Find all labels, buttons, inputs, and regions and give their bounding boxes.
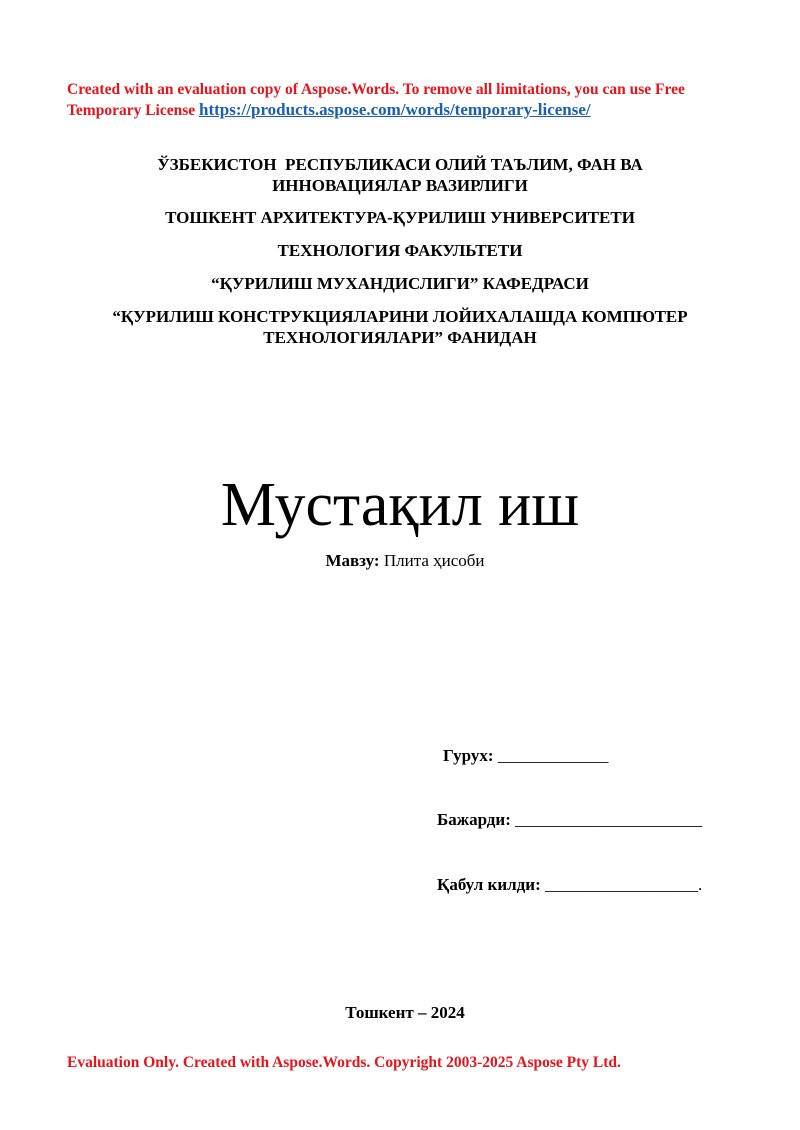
evaluation-watermark-header [67,80,737,121]
accepted-by-line [437,874,702,896]
subject-heading [0,306,800,348]
document-title: Мустақил иш [220,471,580,539]
group-line [443,745,608,767]
accepted-by-label: Қабул килди: [437,875,541,894]
performed-by-line [437,809,702,831]
department-heading: “ҚУРИЛИШ МУХАНДИСЛИГИ” КАФЕДРАСИ [211,274,589,293]
faculty-heading: ТЕХНОЛОГИЯ ФАКУЛЬТЕТИ [277,241,523,260]
group-label: Гурух: [443,746,494,765]
evaluation-watermark-footer: Evaluation Only. Created with Aspose.Words. Copyright 2003-2025 Aspose Pty Ltd. [67,1054,621,1071]
evaluation-header-text: Created with an evaluation copy of Aspose.Words. To remove all limitations, you can use Free Temporary License [67,81,685,119]
accepted-by-blank: __________________. [544,875,703,894]
temporary-license-link[interactable]: https://products.aspose.com/words/temporary-license/ [199,100,591,119]
performed-by-blank: ______________________ [515,810,703,829]
performed-by-label: Бажарди: [437,810,511,829]
subject-heading-line1: “ҚУРИЛИШ КОНСТРУКЦИЯЛАРИНИ ЛОЙИХАЛАШДА КОМПЮТЕР [112,307,688,326]
university-heading: ТОШКЕНТ АРХИТЕКТУРА-ҚУРИЛИШ УНИВЕРСИТЕТИ [165,208,635,227]
topic-value: Плита ҳисоби [383,551,485,570]
topic-line [0,550,800,572]
ministry-heading [0,154,800,196]
topic-label: Мавзу: [325,551,380,570]
ministry-heading-line2: ИННОВАЦИЯЛАР ВАЗИРЛИГИ [272,176,528,195]
subject-heading-line2: ТЕХНОЛОГИЯЛАРИ” ФАНИДАН [263,328,537,347]
city-year: Тошкент – 2024 [345,1003,465,1022]
group-blank: _____________ [497,746,609,765]
ministry-heading-line1: ЎЗБЕКИСТОН РЕСПУБЛИКАСИ ОЛИЙ ТАЪЛИМ, ФАН ВА [157,155,643,174]
